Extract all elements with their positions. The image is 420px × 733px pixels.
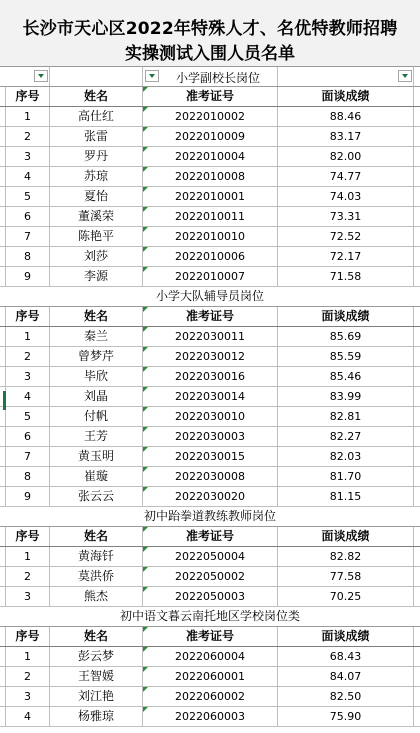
table-row (0, 707, 420, 727)
cell-no[interactable]: 2 (5, 127, 50, 146)
cell-exam-id[interactable]: 2022060001 (143, 667, 278, 686)
table-row (0, 427, 420, 447)
cell-exam-id[interactable]: 2022030016 (143, 367, 278, 386)
header-name[interactable]: 姓名 (50, 87, 143, 106)
error-triangle-icon (143, 587, 148, 592)
header-name[interactable]: 姓名 (50, 307, 143, 326)
error-triangle-icon (143, 467, 148, 472)
cell-exam-id[interactable]: 2022010004 (143, 147, 278, 166)
cell-no[interactable]: 3 (5, 147, 50, 166)
table-row (0, 587, 420, 607)
table-row (0, 187, 420, 207)
cell-no[interactable]: 4 (5, 387, 50, 406)
section-title[interactable]: 初中跆拳道教练教师岗位 (0, 507, 420, 527)
cell-name[interactable]: 莫洪侨 (50, 567, 143, 586)
cell-exam-id[interactable]: 2022030020 (143, 487, 278, 506)
cell-name[interactable]: 王智媛 (50, 667, 143, 686)
cell-no[interactable]: 1 (5, 327, 50, 346)
table-row (0, 147, 420, 167)
table-header-row (0, 87, 420, 107)
filter-cell-no[interactable] (5, 67, 50, 86)
cell-no[interactable]: 5 (5, 187, 50, 206)
error-triangle-icon (143, 567, 148, 572)
cell-name[interactable]: 苏琼 (50, 167, 143, 186)
header-score[interactable]: 面谈成绩 (278, 307, 414, 326)
cell-exam-id[interactable]: 2022010002 (143, 107, 278, 126)
cell-score[interactable]: 85.69 (278, 327, 414, 346)
table-row (0, 227, 420, 247)
error-triangle-icon (143, 207, 148, 212)
table-row (0, 167, 420, 187)
cell-no[interactable]: 7 (5, 447, 50, 466)
cell-name[interactable]: 彭云梦 (50, 647, 143, 666)
error-triangle-icon (143, 307, 148, 312)
cell-no[interactable]: 5 (5, 407, 50, 426)
cell-no[interactable]: 3 (5, 687, 50, 706)
table-row (0, 467, 420, 487)
cell-score[interactable]: 82.27 (278, 427, 414, 446)
cell-no[interactable]: 1 (5, 547, 50, 566)
cell-name[interactable]: 黄海钎 (50, 547, 143, 566)
cell-exam-id[interactable]: 2022030014 (143, 387, 278, 406)
cell-name[interactable]: 夏怡 (50, 187, 143, 206)
header-score[interactable]: 面谈成绩 (278, 627, 414, 646)
cell-name[interactable]: 陈艳平 (50, 227, 143, 246)
error-triangle-icon (143, 487, 148, 492)
filter-cell-id[interactable] (143, 67, 278, 86)
cell-no[interactable]: 2 (5, 347, 50, 366)
cell-exam-id[interactable]: 2022010009 (143, 127, 278, 146)
cell-no[interactable]: 8 (5, 467, 50, 486)
header-name[interactable]: 姓名 (50, 627, 143, 646)
cell-score[interactable]: 68.43 (278, 647, 414, 666)
cell-exam-id[interactable]: 2022050004 (143, 547, 278, 566)
error-triangle-icon (143, 427, 148, 432)
cell-score[interactable]: 75.90 (278, 707, 414, 726)
cell-no[interactable]: 7 (5, 227, 50, 246)
header-no[interactable]: 序号 (5, 527, 50, 546)
error-triangle-icon (143, 647, 148, 652)
header-exam-id[interactable]: 准考证号 (143, 627, 278, 646)
chevron-down-icon[interactable] (145, 70, 159, 82)
cell-no[interactable]: 2 (5, 667, 50, 686)
cell-exam-id[interactable]: 2022030011 (143, 327, 278, 346)
cell-score[interactable]: 82.00 (278, 147, 414, 166)
cell-score[interactable]: 83.99 (278, 387, 414, 406)
cell-exam-id[interactable]: 2022010001 (143, 187, 278, 206)
table-row (0, 647, 420, 667)
cell-score[interactable]: 71.58 (278, 267, 414, 286)
cell-exam-id[interactable]: 2022050003 (143, 587, 278, 606)
cell-no[interactable]: 1 (5, 107, 50, 126)
filter-cell-score[interactable] (278, 67, 414, 86)
cell-name[interactable]: 王芳 (50, 427, 143, 446)
cell-score[interactable]: 88.46 (278, 107, 414, 126)
table-row (0, 407, 420, 427)
table-row (0, 207, 420, 227)
title-line-1: 长沙市天心区2022年特殊人才、名优特教师招聘 (22, 19, 398, 39)
header-no[interactable]: 序号 (5, 307, 50, 326)
error-triangle-icon (143, 247, 148, 252)
cell-no[interactable]: 8 (5, 247, 50, 266)
cell-score[interactable]: 73.31 (278, 207, 414, 226)
cell-exam-id[interactable]: 2022030015 (143, 447, 278, 466)
cell-score[interactable]: 74.77 (278, 167, 414, 186)
table-header-row (0, 627, 420, 647)
cell-name[interactable]: 刘江艳 (50, 687, 143, 706)
cell-score[interactable]: 82.03 (278, 447, 414, 466)
cell-name[interactable]: 董溪荣 (50, 207, 143, 226)
sheet-title[interactable] (0, 0, 420, 67)
cell-score[interactable]: 70.25 (278, 587, 414, 606)
cell-score[interactable]: 72.52 (278, 227, 414, 246)
cell-no[interactable]: 9 (5, 267, 50, 286)
cell-exam-id[interactable]: 2022030010 (143, 407, 278, 426)
cell-score[interactable]: 82.81 (278, 407, 414, 426)
cell-score[interactable]: 83.17 (278, 127, 414, 146)
cell-exam-id[interactable]: 2022010007 (143, 267, 278, 286)
cell-name[interactable]: 毕欣 (50, 367, 143, 386)
header-name[interactable]: 姓名 (50, 527, 143, 546)
filter-row (0, 67, 420, 87)
error-triangle-icon (143, 667, 148, 672)
table-header-row (0, 527, 420, 547)
header-exam-id[interactable]: 准考证号 (143, 87, 278, 106)
cell-name[interactable]: 曾梦芹 (50, 347, 143, 366)
error-triangle-icon (143, 147, 148, 152)
filter-section-label: 小学副校长岗位 (175, 71, 260, 85)
error-triangle-icon (143, 127, 148, 132)
cell-name[interactable]: 杨雅琼 (50, 707, 143, 726)
cell-name[interactable]: 黄玉明 (50, 447, 143, 466)
header-exam-id[interactable]: 准考证号 (143, 527, 278, 546)
cell-exam-id[interactable]: 2022030008 (143, 467, 278, 486)
header-score[interactable]: 面谈成绩 (278, 527, 414, 546)
cell-score[interactable]: 72.17 (278, 247, 414, 266)
cell-exam-id[interactable]: 2022010011 (143, 207, 278, 226)
chevron-down-icon[interactable] (34, 70, 48, 82)
cell-score[interactable]: 77.58 (278, 567, 414, 586)
cell-score[interactable]: 81.70 (278, 467, 414, 486)
cell-no[interactable]: 4 (5, 167, 50, 186)
header-no[interactable]: 序号 (5, 87, 50, 106)
table-header-row (0, 307, 420, 327)
cell-exam-id[interactable]: 2022060002 (143, 687, 278, 706)
cell-exam-id[interactable]: 2022030003 (143, 427, 278, 446)
error-triangle-icon (143, 527, 148, 532)
error-triangle-icon (143, 367, 148, 372)
section-title[interactable]: 小学大队辅导员岗位 (0, 287, 420, 307)
error-triangle-icon (143, 687, 148, 692)
table-row (0, 367, 420, 387)
cell-exam-id[interactable]: 2022050002 (143, 567, 278, 586)
table-row (0, 267, 420, 287)
table-row (0, 487, 420, 507)
table-row (0, 447, 420, 467)
cell-no[interactable]: 6 (5, 427, 50, 446)
cell-no[interactable]: 9 (5, 487, 50, 506)
error-triangle-icon (143, 327, 148, 332)
cell-no[interactable]: 3 (5, 367, 50, 386)
table-row (0, 327, 420, 347)
error-triangle-icon (143, 267, 148, 272)
cell-score[interactable]: 82.82 (278, 547, 414, 566)
error-triangle-icon (143, 87, 148, 92)
filter-cell-name[interactable] (50, 67, 143, 86)
cell-name[interactable]: 刘晶 (50, 387, 143, 406)
header-no[interactable]: 序号 (5, 627, 50, 646)
cell-exam-id[interactable]: 2022030012 (143, 347, 278, 366)
cell-name[interactable]: 张云云 (50, 487, 143, 506)
cell-name[interactable]: 高仕红 (50, 107, 143, 126)
cell-name[interactable]: 罗丹 (50, 147, 143, 166)
cell-name[interactable]: 崔璇 (50, 467, 143, 486)
table-row (0, 347, 420, 367)
error-triangle-icon (143, 167, 148, 172)
cell-name[interactable]: 熊杰 (50, 587, 143, 606)
header-score[interactable]: 面谈成绩 (278, 87, 414, 106)
error-triangle-icon (143, 547, 148, 552)
cell-score[interactable]: 85.59 (278, 347, 414, 366)
error-triangle-icon (143, 107, 148, 112)
cell-no[interactable]: 4 (5, 707, 50, 726)
table-row (0, 247, 420, 267)
cell-name[interactable]: 张雷 (50, 127, 143, 146)
table-row (0, 687, 420, 707)
table-row (0, 567, 420, 587)
title-line-2: 实操测试入围人员名单 (125, 44, 295, 64)
error-triangle-icon (143, 347, 148, 352)
section-title[interactable]: 初中语文暮云南托地区学校岗位类 (0, 607, 420, 627)
cell-score[interactable]: 82.50 (278, 687, 414, 706)
table-row (0, 667, 420, 687)
header-exam-id[interactable]: 准考证号 (143, 307, 278, 326)
cell-score[interactable]: 74.03 (278, 187, 414, 206)
cell-no[interactable]: 6 (5, 207, 50, 226)
cell-exam-id[interactable]: 2022010006 (143, 247, 278, 266)
cell-exam-id[interactable]: 2022010008 (143, 167, 278, 186)
cell-score[interactable]: 84.07 (278, 667, 414, 686)
error-triangle-icon (143, 387, 148, 392)
cell-no[interactable]: 3 (5, 587, 50, 606)
cell-no[interactable]: 2 (5, 567, 50, 586)
cell-exam-id[interactable]: 2022060003 (143, 707, 278, 726)
cell-no[interactable]: 1 (5, 647, 50, 666)
error-triangle-icon (143, 227, 148, 232)
cell-name[interactable]: 李源 (50, 267, 143, 286)
cell-name[interactable]: 秦兰 (50, 327, 143, 346)
error-triangle-icon (143, 187, 148, 192)
cell-score[interactable]: 85.46 (278, 367, 414, 386)
table-row (0, 387, 420, 407)
error-triangle-icon (143, 707, 148, 712)
error-triangle-icon (143, 627, 148, 632)
chevron-down-icon[interactable] (398, 70, 412, 82)
cell-name[interactable]: 付帆 (50, 407, 143, 426)
cell-exam-id[interactable]: 2022060004 (143, 647, 278, 666)
error-triangle-icon (143, 407, 148, 412)
table-row (0, 127, 420, 147)
cell-score[interactable]: 81.15 (278, 487, 414, 506)
cell-name[interactable]: 刘莎 (50, 247, 143, 266)
selected-cell-indicator (3, 391, 6, 410)
table-row (0, 547, 420, 567)
error-triangle-icon (143, 447, 148, 452)
cell-exam-id[interactable]: 2022010010 (143, 227, 278, 246)
table-row (0, 107, 420, 127)
